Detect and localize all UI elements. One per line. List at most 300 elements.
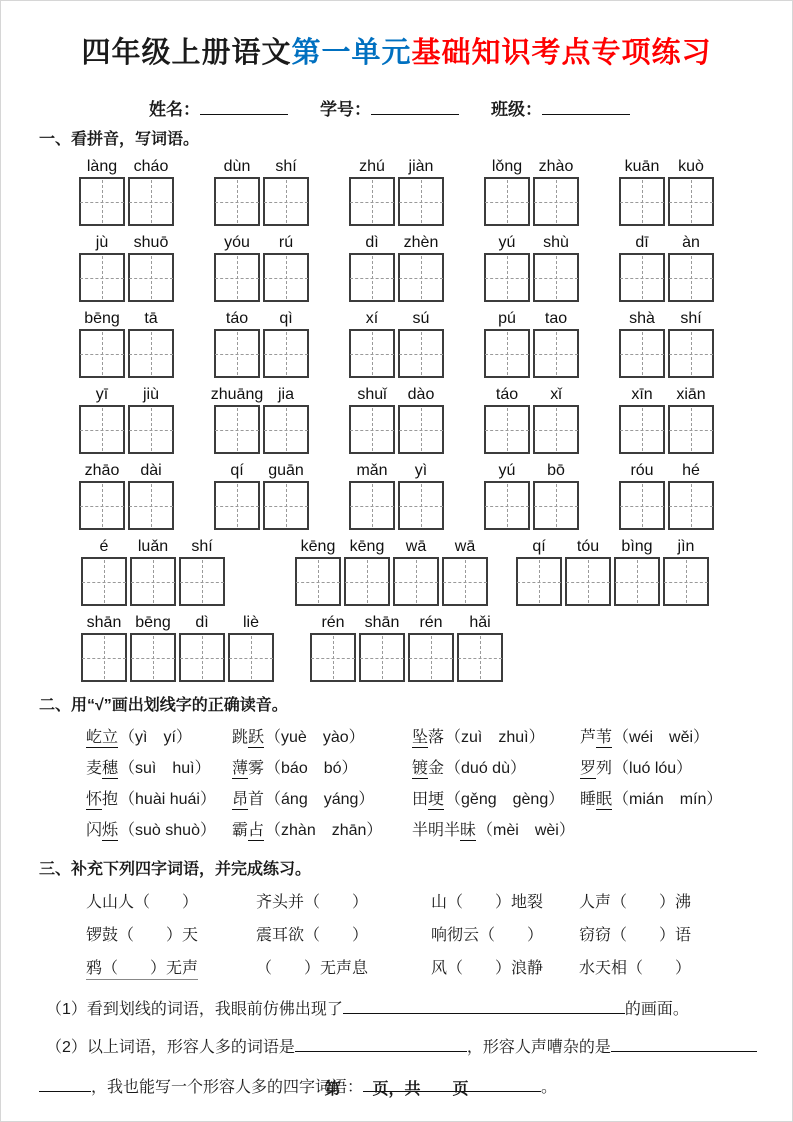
writing-box <box>619 329 665 378</box>
writing-box <box>484 329 530 378</box>
writing-box <box>516 557 562 606</box>
writing-box <box>398 177 444 226</box>
class-field <box>491 95 630 120</box>
underlined-character: 薄 <box>232 760 249 777</box>
idiom-text: 锣鼓（ ）天 <box>86 927 199 944</box>
pinyin-box-column <box>398 308 444 378</box>
idiom-grid <box>86 886 792 985</box>
writing-box <box>668 481 714 530</box>
pinyin-word-group <box>349 384 444 454</box>
pinyin-label: kēng <box>349 538 385 555</box>
pinyin-label: shí <box>191 538 213 555</box>
tested-word <box>86 791 118 810</box>
pinyin-box-column <box>130 536 176 606</box>
pinyin-box-column <box>81 536 127 606</box>
pinyin-label: shí <box>680 310 702 327</box>
pinyin-label: xiān <box>676 386 706 403</box>
idiom-item <box>256 886 431 919</box>
pinyin-options: （mián mín） <box>613 791 723 808</box>
pinyin-options: （yuè yào） <box>265 729 365 746</box>
pinyin-options: （yì yí） <box>119 729 192 746</box>
pinyin-box-column <box>398 156 444 226</box>
pinyin-label: yī <box>95 386 109 403</box>
writing-box <box>130 633 176 682</box>
idiom-item <box>256 919 431 952</box>
underlined-character: 烁 <box>102 822 119 839</box>
writing-box <box>398 253 444 302</box>
writing-box <box>214 177 260 226</box>
pinyin-label: yì <box>414 462 428 479</box>
writing-box <box>214 253 260 302</box>
pinyin-box-column <box>214 308 260 378</box>
pinyin-box-column <box>398 232 444 302</box>
pinyin-label: jù <box>95 234 109 251</box>
idiom-item <box>431 952 579 985</box>
pinyin-box-column <box>228 612 274 682</box>
pinyin-box-column <box>79 460 125 530</box>
writing-box <box>484 481 530 530</box>
writing-box <box>214 405 260 454</box>
question-1-text: （1）看到划线的词语，我眼前仿佛出现了 <box>46 1001 343 1018</box>
underlined-character: 昧 <box>460 822 477 839</box>
pinyin-label: dào <box>407 386 435 403</box>
word-prefix: 闪 <box>86 822 103 839</box>
word-prefix: 半明半 <box>412 822 461 839</box>
word-suffix: 列 <box>596 760 613 777</box>
pinyin-options: （suò shuò） <box>119 822 216 839</box>
idiom-item <box>86 886 256 919</box>
pinyin-box-column <box>516 536 562 606</box>
pinyin-box-column <box>349 156 395 226</box>
writing-box <box>533 481 579 530</box>
pinyin-label: rú <box>278 234 294 251</box>
underlined-character: 跃 <box>248 729 265 746</box>
tested-word <box>232 729 264 748</box>
writing-box <box>344 557 390 606</box>
section1-heading: 一、看拼音，写词语。 <box>39 131 200 148</box>
writing-box <box>79 405 125 454</box>
writing-box <box>442 557 488 606</box>
writing-box <box>263 329 309 378</box>
pinyin-label: yóu <box>224 234 250 251</box>
pinyin-box-column <box>130 612 176 682</box>
pinyin-box-column <box>619 156 665 226</box>
idiom-item <box>86 919 256 952</box>
pinyin-box-column <box>533 460 579 530</box>
writing-box <box>668 253 714 302</box>
writing-box <box>79 177 125 226</box>
pinyin-label: shà <box>629 310 655 327</box>
pinyin-box-column <box>393 536 439 606</box>
pronunciation-grid <box>86 722 792 846</box>
underlined-character: 埂 <box>428 791 445 808</box>
writing-box <box>128 177 174 226</box>
pronunciation-item <box>232 722 412 753</box>
pinyin-box-column <box>533 308 579 378</box>
word-prefix: 跳 <box>232 729 249 746</box>
writing-box <box>130 557 176 606</box>
pinyin-row <box>1 612 792 682</box>
student-id-blank <box>371 100 459 115</box>
pinyin-box-column <box>668 384 714 454</box>
writing-box <box>214 481 260 530</box>
question-2-text-3: ，我也能写一个形容人多的四字词语： <box>91 1079 364 1096</box>
pinyin-label: dī <box>635 234 649 251</box>
idiom-text: 震耳欲（ ） <box>256 927 369 944</box>
pinyin-label: kēng <box>300 538 336 555</box>
pinyin-label: sú <box>412 310 430 327</box>
pinyin-label: qí <box>230 462 244 479</box>
pinyin-box-column <box>263 460 309 530</box>
pinyin-label: hé <box>682 462 700 479</box>
pinyin-box-column <box>484 308 530 378</box>
pinyin-word-group <box>484 308 579 378</box>
tested-word <box>86 729 118 748</box>
pinyin-word-group <box>484 156 579 226</box>
pinyin-word-group <box>484 232 579 302</box>
idiom-item <box>431 886 579 919</box>
writing-box <box>457 633 503 682</box>
question-2-text-2: ，形容人声嘈杂的是 <box>466 1039 611 1056</box>
pinyin-box-column <box>484 232 530 302</box>
pinyin-label: bō <box>547 462 565 479</box>
idiom-text: 人声（ ）沸 <box>579 894 692 911</box>
pinyin-box-column <box>533 156 579 226</box>
writing-box <box>533 405 579 454</box>
word-suffix: 首 <box>248 791 265 808</box>
pronunciation-item <box>232 784 412 815</box>
page-footer: 第 页，共 页 <box>324 1081 469 1098</box>
pinyin-label: shù <box>543 234 569 251</box>
pinyin-box-column <box>128 308 174 378</box>
pinyin-label: zhèn <box>403 234 439 251</box>
pinyin-options: （luó lóu） <box>613 760 693 777</box>
writing-box <box>619 481 665 530</box>
writing-box <box>79 253 125 302</box>
pinyin-word-group <box>79 384 174 454</box>
pronunciation-item <box>412 753 580 784</box>
word-suffix: 雾 <box>248 760 265 777</box>
name-blank <box>200 100 288 115</box>
pinyin-row <box>1 384 792 454</box>
pinyin-box-column <box>81 612 127 682</box>
class-label: 班级： <box>491 100 542 119</box>
pinyin-options: （báo bó） <box>265 760 358 777</box>
pinyin-word-group <box>79 232 174 302</box>
question-2-text: （2）以上词语，形容人多的词语是 <box>46 1039 295 1056</box>
pinyin-row <box>1 232 792 302</box>
pinyin-word-group <box>349 460 444 530</box>
student-id-field <box>320 95 459 120</box>
underlined-character: 镀 <box>412 760 429 777</box>
pinyin-label: dì <box>365 234 379 251</box>
pinyin-box-column <box>349 460 395 530</box>
pinyin-box-column <box>179 536 225 606</box>
writing-box <box>179 557 225 606</box>
pinyin-box-column <box>79 156 125 226</box>
pinyin-box-column <box>442 536 488 606</box>
writing-box <box>668 405 714 454</box>
pinyin-label: zhú <box>359 158 385 175</box>
pinyin-word-group <box>349 156 444 226</box>
pinyin-label: mǎn <box>356 462 388 479</box>
pinyin-word-group <box>81 536 225 606</box>
section2-heading: 二、用“√”画出划线字的正确读音。 <box>39 697 288 714</box>
student-info-row <box>1 95 792 120</box>
pinyin-word-group <box>214 460 309 530</box>
pinyin-box-column <box>668 232 714 302</box>
idiom-row <box>86 952 792 985</box>
pinyin-label: jiù <box>142 386 159 403</box>
idiom-text: 水天相（ ） <box>579 960 692 977</box>
pinyin-label: shān <box>86 614 122 631</box>
writing-box <box>349 481 395 530</box>
idiom-item <box>86 952 256 985</box>
pinyin-box-column <box>349 384 395 454</box>
pinyin-word-group <box>295 536 488 606</box>
question-2-blank-1 <box>295 1037 467 1052</box>
pinyin-box-column <box>310 612 356 682</box>
pinyin-label: xí <box>365 310 379 327</box>
pinyin-word-group <box>484 384 579 454</box>
idiom-text: 齐头并（ ） <box>256 894 369 911</box>
writing-box <box>398 405 444 454</box>
underlined-character: 怀 <box>86 791 103 808</box>
underlined-character: 穗 <box>102 760 119 777</box>
pinyin-grid <box>1 156 792 682</box>
pinyin-label: jiàn <box>408 158 434 175</box>
writing-box <box>81 557 127 606</box>
pinyin-word-group <box>79 156 174 226</box>
writing-box <box>359 633 405 682</box>
idiom-item <box>579 886 792 919</box>
pinyin-options: （mèi wèi） <box>477 822 575 839</box>
pronunciation-item <box>412 784 580 815</box>
pinyin-word-group <box>484 460 579 530</box>
word-suffix: 落 <box>428 729 445 746</box>
pinyin-box-column <box>128 384 174 454</box>
pinyin-label: shuō <box>133 234 169 251</box>
pinyin-word-group <box>619 156 714 226</box>
pinyin-box-column <box>349 308 395 378</box>
pinyin-box-column <box>344 536 390 606</box>
idiom-text: 人山人（ ） <box>86 894 199 911</box>
pinyin-word-group <box>214 232 309 302</box>
writing-box <box>408 633 454 682</box>
pinyin-box-column <box>214 460 260 530</box>
tested-word <box>412 760 444 779</box>
pinyin-label: rén <box>419 614 443 631</box>
writing-box <box>619 405 665 454</box>
pinyin-options: （áng yáng） <box>265 791 375 808</box>
pinyin-label: zhào <box>538 158 574 175</box>
pinyin-label: shí <box>275 158 297 175</box>
pinyin-box-column <box>398 460 444 530</box>
writing-box <box>79 329 125 378</box>
writing-box <box>668 177 714 226</box>
tested-word <box>232 822 264 841</box>
underlined-character: 屹立 <box>86 729 119 746</box>
pinyin-box-column <box>214 232 260 302</box>
pinyin-box-column <box>619 460 665 530</box>
tested-word <box>412 822 476 841</box>
writing-box <box>128 253 174 302</box>
pinyin-label: wā <box>454 538 476 555</box>
pronunciation-item <box>86 722 232 753</box>
writing-box <box>179 633 225 682</box>
writing-box <box>533 329 579 378</box>
writing-box <box>393 557 439 606</box>
pinyin-label: xǐ <box>550 386 562 403</box>
pinyin-label: luǎn <box>137 538 169 555</box>
pinyin-options: （wéi wěi） <box>613 729 710 746</box>
word-suffix: 金 <box>428 760 445 777</box>
question-1 <box>1 997 792 1023</box>
pinyin-label: yú <box>498 234 516 251</box>
pinyin-box-column <box>484 384 530 454</box>
pinyin-word-group <box>349 308 444 378</box>
pronunciation-item <box>412 722 580 753</box>
pinyin-label: tā <box>144 310 158 327</box>
pinyin-box-column <box>128 460 174 530</box>
pinyin-label: hǎi <box>469 614 491 631</box>
writing-box <box>349 253 395 302</box>
pinyin-box-column <box>214 156 260 226</box>
idiom-row <box>86 919 792 952</box>
pronunciation-row <box>86 784 792 815</box>
writing-box <box>128 329 174 378</box>
word-prefix: 麦 <box>86 760 103 777</box>
tested-word <box>232 791 264 810</box>
pinyin-word-group <box>619 384 714 454</box>
idiom-text: 鸦（ ）无声 <box>86 960 198 980</box>
pinyin-box-column <box>349 232 395 302</box>
pinyin-label: rén <box>321 614 345 631</box>
pinyin-options: （duó dù） <box>445 760 526 777</box>
title-topic: 基础知识考点专项练习 <box>411 37 712 69</box>
pinyin-label: bēng <box>84 310 120 327</box>
pronunciation-row <box>86 815 792 846</box>
pinyin-box-column <box>408 612 454 682</box>
writing-box <box>398 481 444 530</box>
word-prefix: 田 <box>412 791 429 808</box>
pinyin-box-column <box>179 612 225 682</box>
pinyin-box-column <box>533 384 579 454</box>
writing-box <box>128 405 174 454</box>
pinyin-box-column <box>398 384 444 454</box>
idiom-text: 窃窃（ ）语 <box>579 927 692 944</box>
pinyin-label: jia <box>277 386 294 403</box>
title-unit: 第一单元 <box>291 37 412 69</box>
pinyin-label: dì <box>195 614 209 631</box>
underlined-character: 坠 <box>412 729 429 746</box>
pinyin-box-column <box>79 384 125 454</box>
student-id-label: 学号： <box>320 100 371 119</box>
word-prefix: 芦 <box>580 729 597 746</box>
pinyin-box-column <box>263 232 309 302</box>
pinyin-box-column <box>668 460 714 530</box>
pinyin-label: jìn <box>677 538 695 555</box>
word-suffix: 抱 <box>102 791 119 808</box>
page-title <box>1 35 792 71</box>
writing-box <box>619 253 665 302</box>
pinyin-label: róu <box>630 462 654 479</box>
pinyin-box-column <box>457 612 503 682</box>
pinyin-row <box>1 308 792 378</box>
pinyin-word-group <box>349 232 444 302</box>
pinyin-label: làng <box>86 158 118 175</box>
pronunciation-row <box>86 753 792 784</box>
tested-word <box>412 729 444 748</box>
idiom-item <box>431 919 579 952</box>
tested-word <box>580 729 612 748</box>
pinyin-label: qì <box>279 310 293 327</box>
pinyin-box-column <box>663 536 709 606</box>
tested-word <box>580 760 612 779</box>
pinyin-box-column <box>619 232 665 302</box>
pinyin-word-group <box>619 232 714 302</box>
writing-box <box>349 405 395 454</box>
pinyin-row <box>1 156 792 226</box>
underlined-character: 昂 <box>232 791 249 808</box>
idiom-item <box>579 952 792 985</box>
pinyin-options: （huài huái） <box>119 791 216 808</box>
pinyin-label: táo <box>225 310 249 327</box>
pinyin-box-column <box>484 156 530 226</box>
pinyin-box-column <box>484 460 530 530</box>
writing-box <box>619 177 665 226</box>
pinyin-word-group <box>516 536 709 606</box>
pinyin-word-group <box>619 308 714 378</box>
idiom-text: 山（ ）地裂 <box>431 894 544 911</box>
pinyin-label: tóu <box>576 538 600 555</box>
pinyin-label: shuǐ <box>357 386 387 403</box>
pinyin-box-column <box>619 308 665 378</box>
underlined-character: 苇 <box>596 729 613 746</box>
pinyin-box-column <box>619 384 665 454</box>
pinyin-box-column <box>614 536 660 606</box>
class-blank <box>542 100 630 115</box>
question-1-blank <box>343 999 625 1014</box>
writing-box <box>484 253 530 302</box>
writing-box <box>565 557 611 606</box>
idiom-text: 风（ ）浪静 <box>431 960 544 977</box>
pinyin-options: （gěng gèng） <box>445 791 565 808</box>
pinyin-label: bìng <box>621 538 653 555</box>
pinyin-label: kuò <box>678 158 704 175</box>
pinyin-label: pú <box>498 310 516 327</box>
pinyin-label: dài <box>140 462 162 479</box>
pinyin-word-group <box>79 460 174 530</box>
pinyin-word-group <box>619 460 714 530</box>
writing-box <box>484 177 530 226</box>
pinyin-word-group <box>81 612 274 682</box>
question-1-suffix: 的画面。 <box>624 1001 689 1018</box>
writing-box <box>228 633 274 682</box>
pinyin-label: é <box>99 538 109 555</box>
writing-box <box>263 481 309 530</box>
pinyin-label: zhuāng <box>210 386 264 403</box>
writing-box <box>81 633 127 682</box>
writing-box <box>128 481 174 530</box>
pronunciation-item <box>232 753 412 784</box>
underlined-character: 眠 <box>596 791 613 808</box>
pinyin-label: shān <box>364 614 400 631</box>
pinyin-box-column <box>295 536 341 606</box>
pinyin-label: dùn <box>223 158 251 175</box>
tested-word <box>86 760 118 779</box>
question-2-blank-2 <box>611 1037 757 1052</box>
